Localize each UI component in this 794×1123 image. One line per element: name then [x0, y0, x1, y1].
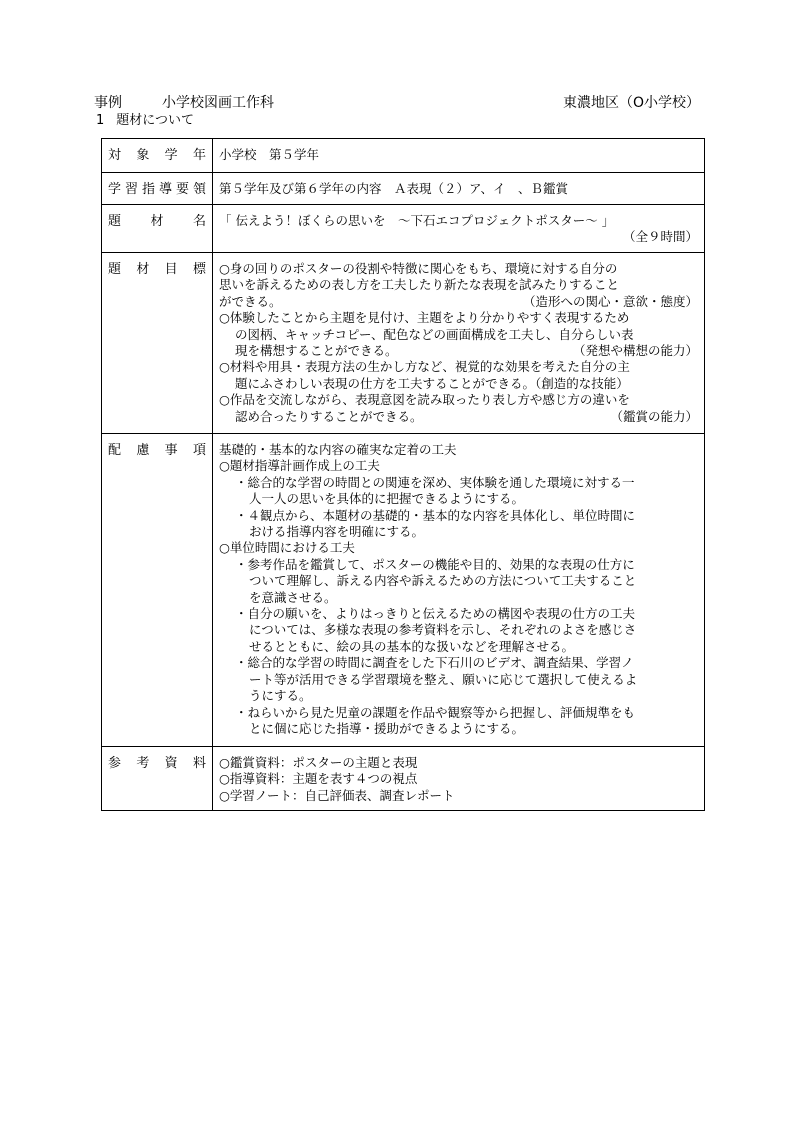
consideration-line: ・自分の願いを、よりはっきりと伝えるための構図や表現の仕方の工夫	[235, 606, 636, 622]
consideration-line: うにする。	[249, 688, 312, 704]
value-cell	[213, 173, 705, 205]
consideration-line: ート等が活用できる学習環境を整え、願いに応じて選択して使えるよ	[249, 671, 638, 687]
region-school: 東濃地区（O小学校）	[562, 95, 700, 111]
label-cell	[102, 747, 213, 811]
goal-aspect: （鑑賞の能力）	[610, 408, 698, 424]
value-cell	[213, 253, 705, 434]
row-label-considerations: 配慮事項	[108, 443, 206, 458]
row-considerations	[102, 434, 705, 747]
goal-line: 題にふさわしい表現の仕方を工夫することができる。（創造的な技能）	[235, 375, 629, 391]
goal-aspect: （造形への関心・意欲・態度）	[522, 293, 698, 309]
consideration-line: ・総合的な学習の時間に調査をした下石川のビデオ、調査結果、学習ノ	[235, 655, 634, 671]
row-label-theme: 題材名	[108, 214, 206, 229]
value-cell	[213, 205, 705, 253]
label-cell	[102, 173, 213, 205]
value-cell	[213, 434, 705, 747]
label-cell	[102, 205, 213, 253]
goal-line: ○身の回りのポスターの役割や特徴に関心をもち、環境に対する自分の	[219, 261, 618, 276]
goal-line: の図柄、キャッチコピー、配色などの画面構成を工夫し、自分らしい表	[235, 326, 634, 342]
consideration-line: ○題材指導計画作成上の工夫	[219, 458, 380, 474]
consideration-line: せるとともに、絵の具の基本的な扱いなどを理解させる。	[249, 638, 575, 654]
row-goals	[102, 253, 705, 434]
consideration-line: ・４観点から、本題材の基礎的・基本的な内容を具体化し、単位時間に	[235, 507, 636, 523]
label-cell	[102, 139, 213, 173]
grade-value: 小学校 第５学年	[219, 147, 320, 162]
consideration-line: 基礎的・基本的な内容の確実な定着の工夫	[219, 442, 457, 457]
goal-line: 思いを訴えるための表し方を工夫したり新たな表現を試みたりすること	[219, 277, 620, 293]
reference-line: ○鑑賞資料：ポスターの主題と表現	[219, 755, 418, 770]
section-number: 1	[96, 113, 105, 128]
theme-title: 「 伝えよう！ぼくらの思いを ～下石エコプロジェクトポスター～ 」	[219, 213, 615, 228]
consideration-line: ・参考作品を鑑賞して、ポスターの機能や目的、効果的な表現の仕方に	[235, 556, 635, 572]
row-references	[102, 747, 705, 811]
reference-line: ○指導資料：主題を表す４つの視点	[219, 771, 418, 787]
consideration-line: とに個に応じた指導・援助ができるようにする。	[249, 720, 525, 736]
goal-line-with-aspect	[219, 343, 698, 359]
goal-line-with-aspect	[219, 294, 698, 310]
goal-line: ○体験したことから主題を見付け、主題をより分かりやすく表現するため	[219, 310, 630, 326]
row-label-guideline: 学習指導要領	[108, 182, 206, 197]
row-label-references: 参考資料	[108, 756, 206, 771]
label-cell	[102, 434, 213, 747]
case-label: 事例	[94, 95, 122, 111]
consideration-line: については、多様な表現の参考資料を示し、それぞれのよさを感じさ	[249, 622, 637, 638]
consideration-line: おける指導内容を明確にする。	[249, 524, 425, 540]
row-guideline	[102, 173, 705, 205]
goal-line: 現を構想することができる。	[235, 343, 398, 359]
theme-table	[101, 138, 705, 811]
row-label-goals: 題材目標	[108, 262, 206, 277]
guideline-value: 第５学年及び第６学年の内容 Ａ表現（２）ア、イ 、Ｂ鑑賞	[219, 181, 569, 196]
section-title: 題材について	[116, 113, 195, 128]
row-label-grade: 対象学年	[108, 148, 206, 163]
consideration-line: 人一人の思いを具体的に把握できるようにする。	[249, 491, 525, 507]
document-subject: 小学校図画工作科	[162, 95, 274, 111]
value-cell	[213, 139, 705, 173]
consideration-line: ついて理解し、訴える内容や訴えるための方法について工夫すること	[249, 573, 637, 589]
goal-line-with-aspect	[219, 409, 698, 425]
goal-line: ができる。	[219, 293, 282, 309]
label-cell	[102, 253, 213, 434]
consideration-line: ・ねらいから見た児童の課題を作品や観察等から把握し、評価規準をも	[235, 704, 636, 720]
value-cell	[213, 747, 705, 811]
theme-hours: （全９時間）	[622, 229, 698, 245]
row-theme	[102, 205, 705, 253]
goal-line: 認め合ったりすることができる。	[235, 408, 423, 424]
goal-aspect: （発想や構想の能力）	[572, 343, 698, 359]
consideration-line: を意識させる。	[249, 589, 337, 605]
consideration-line: ○単位時間における工夫	[219, 540, 355, 556]
reference-line: ○学習ノート：自己評価表、調査レポート	[219, 787, 455, 803]
section-heading	[96, 113, 194, 129]
goal-line: ○材料や用具・表現方法の生かし方など、視覚的な効果を考えた自分の主	[219, 359, 630, 375]
goal-line: ○作品を交流しながら、表現意図を読み取ったり表し方や感じ方の違いを	[219, 392, 630, 408]
row-grade	[102, 139, 705, 173]
consideration-line: ・総合的な学習の時間との関連を深め、実体験を通した環境に対する一	[235, 474, 635, 490]
